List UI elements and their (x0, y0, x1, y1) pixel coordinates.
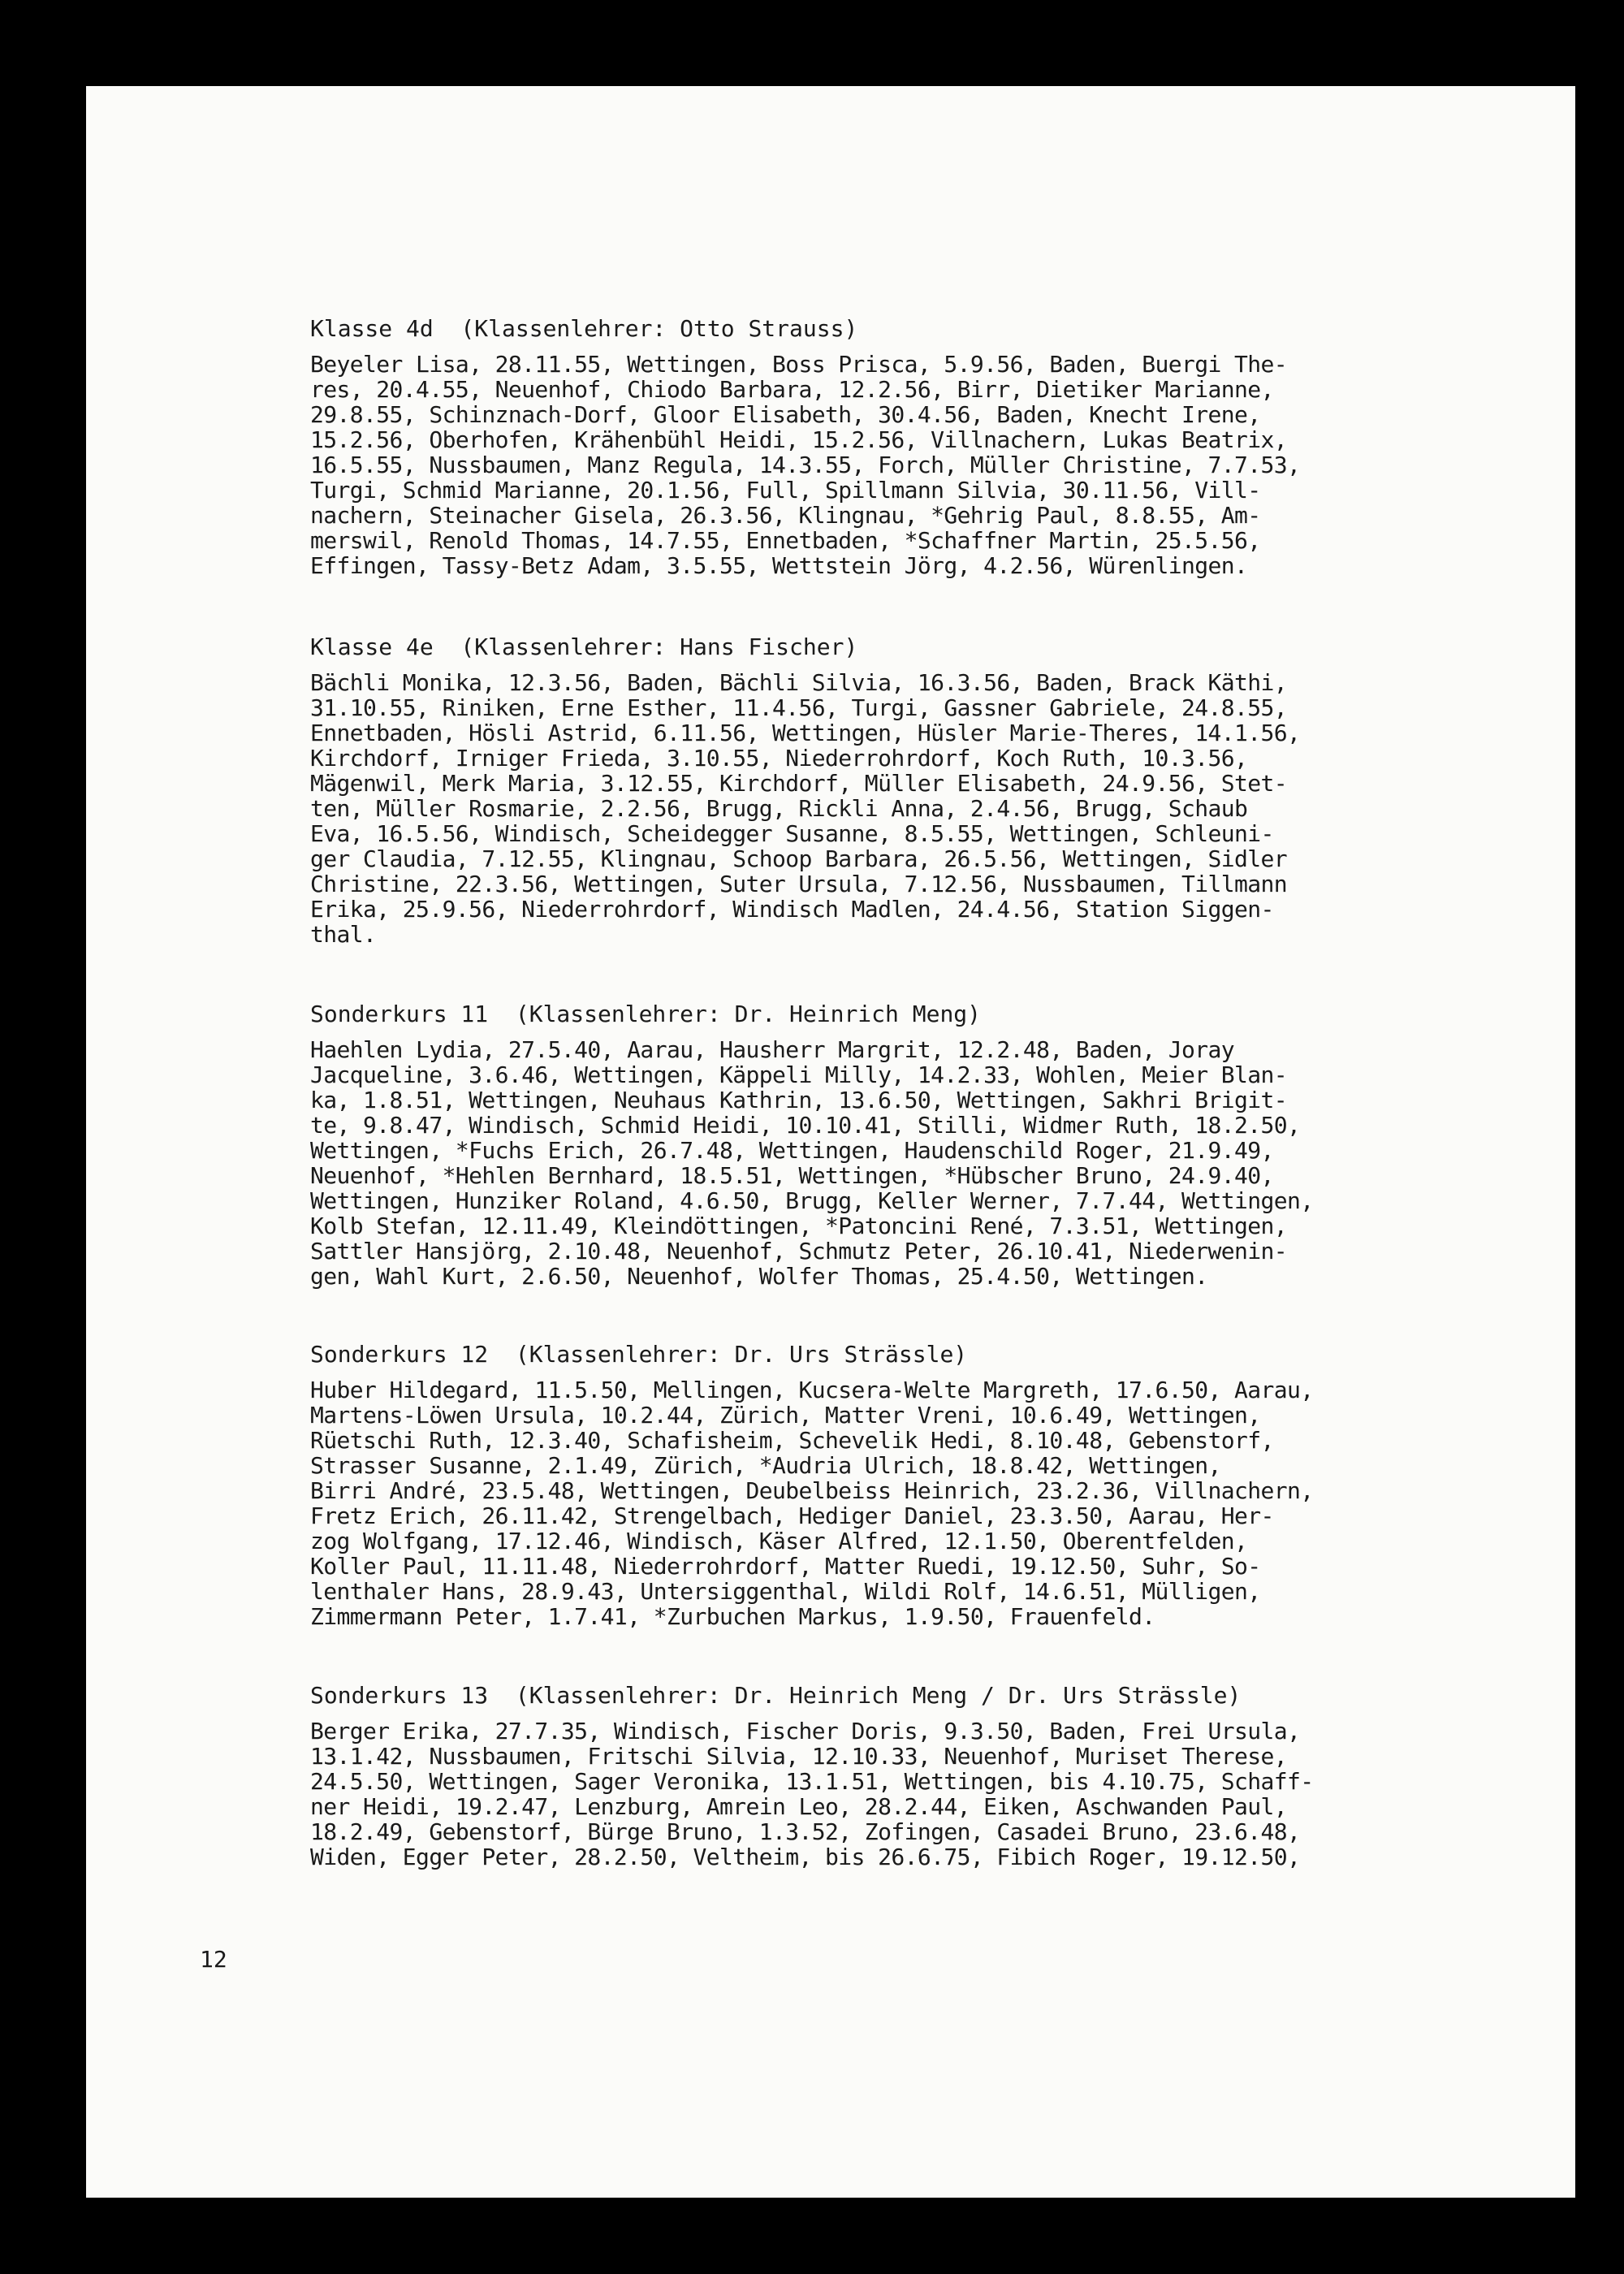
text-line: te, 9.8.47, Windisch, Schmid Heidi, 10.10.41, Stilli, Widmer Ruth, 18.2.50, (310, 1112, 1301, 1139)
text-line: Martens-Löwen Ursula, 10.2.44, Zürich, Matter Vreni, 10.6.49, Wettingen, (310, 1402, 1261, 1429)
section-sonderkurs-12 (310, 1341, 1314, 1629)
text-line: 15.2.56, Oberhofen, Krähenbühl Heidi, 15.2.56, Villnachern, Lukas Beatrix, (310, 426, 1288, 453)
page-number: 12 (200, 1946, 227, 1973)
section-klasse-4d (310, 315, 1300, 578)
section-heading: Klasse 4e (Klassenlehrer: Hans Fischer) (310, 633, 858, 660)
text-line: res, 20.4.55, Neuenhof, Chiodo Barbara, 12.2.56, Birr, Dietiker Marianne, (310, 376, 1274, 403)
text-line: thal. (310, 921, 377, 948)
text-line: Wettingen, *Fuchs Erich, 26.7.48, Wettingen, Haudenschild Roger, 21.9.49, (310, 1137, 1274, 1164)
text-line: Koller Paul, 11.11.48, Niederrohrdorf, Matter Ruedi, 19.12.50, Suhr, So- (310, 1553, 1261, 1580)
text-line: Zimmermann Peter, 1.7.41, *Zurbuchen Markus, 1.9.50, Frauenfeld. (310, 1603, 1155, 1630)
section-klasse-4e (310, 633, 1300, 947)
document-page (86, 86, 1575, 2198)
text-line: Kolb Stefan, 12.11.49, Kleindöttingen, *Patoncini René, 7.3.51, Wettingen, (310, 1213, 1288, 1239)
text-line: Berger Erika, 27.7.35, Windisch, Fischer Doris, 9.3.50, Baden, Frei Ursula, (310, 1718, 1301, 1744)
text-line: Christine, 22.3.56, Wettingen, Suter Ursula, 7.12.56, Nussbaumen, Tillmann (310, 871, 1288, 897)
text-line: Huber Hildegard, 11.5.50, Mellingen, Kucsera-Welte Margreth, 17.6.50, Aarau, (310, 1377, 1314, 1403)
text-line: Effingen, Tassy-Betz Adam, 3.5.55, Wettstein Jörg, 4.2.56, Würenlingen. (310, 552, 1248, 579)
text-line: Jacqueline, 3.6.46, Wettingen, Käppeli Milly, 14.2.33, Wohlen, Meier Blan- (310, 1061, 1288, 1088)
section-sonderkurs-13 (310, 1682, 1314, 1870)
text-line: 31.10.55, Riniken, Erne Esther, 11.4.56, Turgi, Gassner Gabriele, 24.8.55, (310, 694, 1288, 721)
section-heading: Sonderkurs 12 (Klassenlehrer: Dr. Urs Strässle) (310, 1341, 968, 1368)
text-line: merswil, Renold Thomas, 14.7.55, Ennetbaden, *Schaffner Martin, 25.5.56, (310, 527, 1261, 554)
text-line: Kirchdorf, Irniger Frieda, 3.10.55, Niederrohrdorf, Koch Ruth, 10.3.56, (310, 745, 1248, 772)
text-line: 24.5.50, Wettingen, Sager Veronika, 13.1.51, Wettingen, bis 4.10.75, Schaff- (310, 1768, 1314, 1795)
text-line: Beyeler Lisa, 28.11.55, Wettingen, Boss Prisca, 5.9.56, Baden, Buergi The- (310, 351, 1288, 378)
text-line: ger Claudia, 7.12.55, Klingnau, Schoop Barbara, 26.5.56, Wettingen, Sidler (310, 845, 1288, 872)
section-heading: Sonderkurs 13 (Klassenlehrer: Dr. Heinrich Meng / Dr. Urs Strässle) (310, 1682, 1242, 1709)
text-line: Neuenhof, *Hehlen Bernhard, 18.5.51, Wettingen, *Hübscher Bruno, 24.9.40, (310, 1162, 1274, 1189)
text-line: Turgi, Schmid Marianne, 20.1.56, Full, Spillmann Silvia, 30.11.56, Vill- (310, 477, 1261, 504)
text-line: Fretz Erich, 26.11.42, Strengelbach, Hediger Daniel, 23.3.50, Aarau, Her- (310, 1502, 1274, 1529)
text-line: Haehlen Lydia, 27.5.40, Aarau, Hausherr Margrit, 12.2.48, Baden, Joray (310, 1036, 1235, 1063)
text-line: Sattler Hansjörg, 2.10.48, Neuenhof, Schmutz Peter, 26.10.41, Niederwenin- (310, 1238, 1288, 1265)
section-sonderkurs-11 (310, 1001, 1314, 1289)
text-line: 16.5.55, Nussbaumen, Manz Regula, 14.3.55, Forch, Müller Christine, 7.7.53, (310, 452, 1301, 478)
text-line: gen, Wahl Kurt, 2.6.50, Neuenhof, Wolfer Thomas, 25.4.50, Wettingen. (310, 1263, 1208, 1290)
text-line: Wettingen, Hunziker Roland, 4.6.50, Brugg, Keller Werner, 7.7.44, Wettingen, (310, 1187, 1314, 1214)
text-line: 18.2.49, Gebenstorf, Bürge Bruno, 1.3.52, Zofingen, Casadei Bruno, 23.6.48, (310, 1818, 1301, 1845)
text-line: Mägenwil, Merk Maria, 3.12.55, Kirchdorf, Müller Elisabeth, 24.9.56, Stet- (310, 770, 1288, 797)
text-line: Strasser Susanne, 2.1.49, Zürich, *Audria Ulrich, 18.8.42, Wettingen, (310, 1452, 1221, 1479)
section-heading: Klasse 4d (Klassenlehrer: Otto Strauss) (310, 315, 858, 342)
text-line: Ennetbaden, Hösli Astrid, 6.11.56, Wettingen, Hüsler Marie-Theres, 14.1.56, (310, 720, 1301, 746)
text-line: ten, Müller Rosmarie, 2.2.56, Brugg, Rickli Anna, 2.4.56, Brugg, Schaub (310, 795, 1248, 822)
text-line: ner Heidi, 19.2.47, Lenzburg, Amrein Leo, 28.2.44, Eiken, Aschwanden Paul, (310, 1793, 1288, 1820)
text-line: zog Wolfgang, 17.12.46, Windisch, Käser Alfred, 12.1.50, Oberentfelden, (310, 1528, 1248, 1554)
text-line: Eva, 16.5.56, Windisch, Scheidegger Susanne, 8.5.55, Wettingen, Schleuni- (310, 820, 1274, 847)
section-heading: Sonderkurs 11 (Klassenlehrer: Dr. Heinrich Meng) (310, 1001, 982, 1027)
text-line: Bächli Monika, 12.3.56, Baden, Bächli Silvia, 16.3.56, Baden, Brack Käthi, (310, 669, 1288, 696)
text-line: 13.1.42, Nussbaumen, Fritschi Silvia, 12.10.33, Neuenhof, Muriset Therese, (310, 1743, 1288, 1770)
text-line: Rüetschi Ruth, 12.3.40, Schafisheim, Schevelik Hedi, 8.10.48, Gebenstorf, (310, 1427, 1274, 1454)
text-line: Birri André, 23.5.48, Wettingen, Deubelbeiss Heinrich, 23.2.36, Villnachern, (310, 1477, 1314, 1504)
text-line: Widen, Egger Peter, 28.2.50, Veltheim, bis 26.6.75, Fibich Roger, 19.12.50, (310, 1844, 1301, 1870)
text-line: Erika, 25.9.56, Niederrohrdorf, Windisch Madlen, 24.4.56, Station Siggen- (310, 896, 1274, 923)
text-line: lenthaler Hans, 28.9.43, Untersiggenthal, Wildi Rolf, 14.6.51, Mülligen, (310, 1578, 1261, 1605)
text-line: 29.8.55, Schinznach-Dorf, Gloor Elisabeth, 30.4.56, Baden, Knecht Irene, (310, 401, 1261, 428)
text-line: nachern, Steinacher Gisela, 26.3.56, Klingnau, *Gehrig Paul, 8.8.55, Am- (310, 502, 1261, 529)
text-line: ka, 1.8.51, Wettingen, Neuhaus Kathrin, 13.6.50, Wettingen, Sakhri Brigit- (310, 1087, 1288, 1113)
